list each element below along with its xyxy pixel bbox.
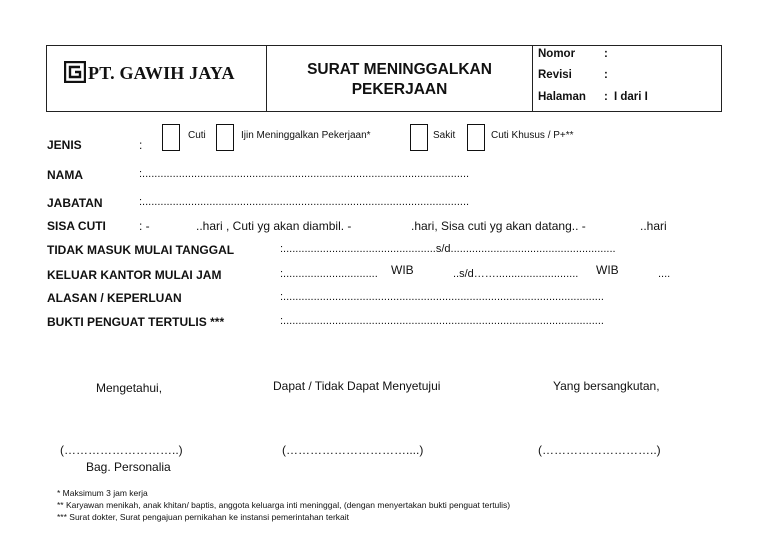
option-sakit-label: Sakit xyxy=(433,130,456,141)
sisa-cuti-datang[interactable]: .hari, Sisa cuti yg akan datang.. - xyxy=(411,219,586,233)
keluar-jam-awal-input[interactable]: :............................... xyxy=(280,268,378,280)
mengetahui-label: Mengetahui, xyxy=(96,381,163,395)
nama-input[interactable]: :........................................................................................................... xyxy=(139,168,470,180)
checkbox-cuti-khusus[interactable] xyxy=(467,124,485,151)
sisa-cuti-diambil[interactable]: ..hari , Cuti yg akan diambil. - xyxy=(196,219,352,233)
tidak-masuk-input[interactable]: :..................................................s/d...................................................... xyxy=(280,243,616,255)
keluar-wib-2: WIB xyxy=(596,263,619,277)
option-ijin-label: Ijin Meninggalkan Pekerjaan* xyxy=(241,130,371,141)
checkbox-ijin[interactable] xyxy=(216,124,234,151)
jenis-label: JENIS xyxy=(47,138,82,152)
jenis-colon: : xyxy=(139,138,143,152)
revisi-label: Revisi xyxy=(538,69,572,81)
jabatan-input[interactable]: :........................................................................................................... xyxy=(139,196,470,208)
document-title xyxy=(267,60,532,100)
company-cell xyxy=(47,46,267,111)
alasan-input[interactable]: :......................................................................................................... xyxy=(280,291,604,303)
halaman-value: I dari I xyxy=(614,91,648,103)
nomor-colon: : xyxy=(604,48,608,60)
footnote-1: * Maksimum 3 jam kerja xyxy=(57,488,148,498)
sisa-cuti-hari: ..hari xyxy=(640,219,667,233)
company-logo-icon xyxy=(64,61,86,83)
signature-line-approver[interactable]: (…………………………....) xyxy=(282,443,424,457)
footnote-2: ** Karyawan menikah, anak khitan/ baptis, anggota keluarga inti meninggal, (dengan menyertakan bukti penguat tertulis) xyxy=(57,500,511,510)
personalia-label: Bag. Personalia xyxy=(86,460,171,474)
menyetujui-label: Dapat / Tidak Dapat Menyetujui xyxy=(273,379,441,393)
nomor-label: Nomor xyxy=(538,48,576,60)
document-title-line1: SURAT MENINGGALKAN xyxy=(307,61,492,78)
tidak-masuk-label: TIDAK MASUK MULAI TANGGAL xyxy=(47,243,235,257)
signature-line-personalia[interactable]: (………………………..) xyxy=(60,443,183,457)
option-cuti-khusus-label: Cuti Khusus / P+** xyxy=(491,130,574,141)
checkbox-sakit[interactable] xyxy=(410,124,428,151)
bukti-label: BUKTI PENGUAT TERTULIS *** xyxy=(47,315,225,329)
sisa-cuti-label: SISA CUTI xyxy=(47,219,106,233)
checkbox-cuti[interactable] xyxy=(162,124,180,151)
keluar-jam-akhir-input[interactable]: ..s/d……........................... xyxy=(453,268,579,280)
revisi-colon: : xyxy=(604,69,608,81)
document-title-line2: PEKERJAAN xyxy=(351,81,448,98)
alasan-label: ALASAN / KEPERLUAN xyxy=(47,291,182,305)
nama-label: NAMA xyxy=(47,168,83,182)
sisa-cuti-colon: : - xyxy=(139,219,150,233)
yang-bersangkutan-label: Yang bersangkutan, xyxy=(553,379,660,393)
company-name: PT. GAWIH JAYA xyxy=(88,63,235,83)
option-cuti-label: Cuti xyxy=(188,130,206,141)
jabatan-label: JABATAN xyxy=(47,196,103,210)
keluar-end-dots: .... xyxy=(658,268,671,280)
halaman-colon: : xyxy=(604,91,608,103)
signature-line-employee[interactable]: (………………………..) xyxy=(538,443,661,457)
keluar-kantor-label: KELUAR KANTOR MULAI JAM xyxy=(47,268,222,282)
halaman-label: Halaman xyxy=(538,91,586,103)
footnote-3: *** Surat dokter, Surat pengajuan pernikahan ke instansi pemerintahan terkait xyxy=(57,512,350,522)
form-header xyxy=(46,45,722,112)
title-cell xyxy=(267,46,533,111)
keluar-wib-1: WIB xyxy=(391,263,414,277)
bukti-input[interactable]: :......................................................................................................... xyxy=(280,315,604,327)
